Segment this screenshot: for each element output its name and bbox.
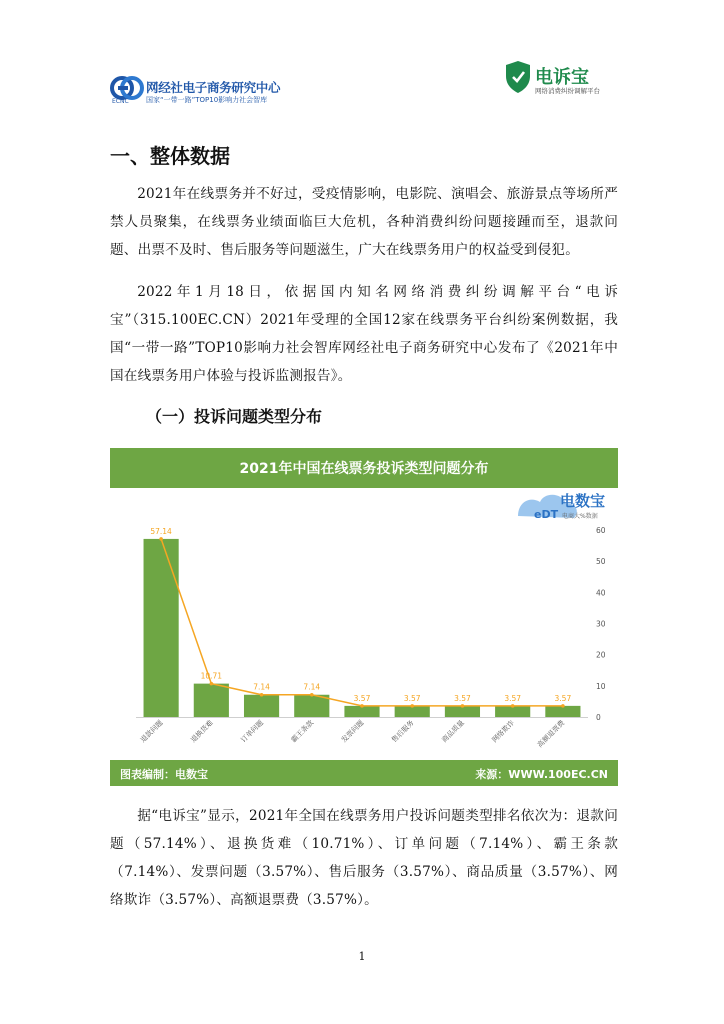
trend-point: [511, 704, 515, 708]
x-tick-label: 订单问题: [239, 718, 265, 745]
x-tick-label: 退换货难: [189, 718, 215, 745]
trend-line: [161, 539, 563, 706]
x-tick-label: 高额退票费: [535, 718, 567, 750]
watermark-logo: [518, 492, 605, 521]
x-tick-label: 霸王条款: [289, 718, 316, 745]
data-label: 3.57: [454, 693, 471, 703]
dianshubao-subtitle: 网络消费纠纷调解平台: [535, 87, 600, 95]
data-label: 3.57: [403, 693, 421, 703]
trend-point: [210, 682, 214, 686]
x-tick-label: 商品质量: [440, 718, 466, 745]
y-tick-label: 0: [596, 713, 601, 722]
watermark-tag: 电商大%数据: [562, 513, 598, 520]
subsection-title: （一）投诉问题类型分布: [146, 407, 323, 426]
data-label: 57.14: [150, 526, 172, 536]
trend-point: [159, 537, 163, 541]
page-number: 1: [358, 950, 366, 963]
ecnc-logo-text: ECNC: [112, 98, 129, 105]
data-label: 7.14: [303, 682, 321, 692]
data-label: 3.57: [554, 693, 572, 703]
bar: [144, 539, 179, 717]
y-tick-label: 40: [596, 588, 606, 598]
trend-point: [260, 693, 264, 697]
watermark-logo-text: eDT: [534, 508, 559, 521]
y-tick-label: 50: [596, 557, 606, 567]
dianshubao-title: 电诉宝: [535, 67, 589, 88]
ec-center-title: 网经社电子商务研究中心: [146, 80, 281, 95]
chart-footer-bar: [110, 760, 618, 786]
y-tick-label: 10: [596, 681, 606, 691]
y-tick-label: 60: [596, 526, 606, 535]
ec-center-subtitle: 国家“一带一路”TOP10影响力社会智库: [146, 96, 268, 104]
watermark-name: 电数宝: [560, 492, 606, 510]
trend-point: [461, 704, 465, 708]
x-tick-label: 网络欺诈: [490, 718, 517, 745]
bar: [194, 684, 229, 717]
y-tick-label: 30: [596, 619, 606, 629]
trend-point: [410, 704, 414, 708]
data-label: 7.14: [253, 682, 270, 692]
chart-plot-area: [110, 488, 618, 758]
chart-footer-source: 来源：WWW.100EC.CN: [475, 768, 608, 781]
trend-point: [310, 693, 314, 697]
paragraph-3: 据“电诉宝”显示，2021年全国在线票务用户投诉问题类型排名依次为：退款问题（57.14%）、退换货难（10.71%）、订单问题（7.14%）、霸王条款（7.14%）、发票问题（3.57%）、售后服务（3.57%）、商品质量（3.57%）、网络欺诈（3.57%）、高额退票费（3.57%）。: [110, 808, 618, 908]
trend-point: [561, 704, 565, 708]
complaint-type-chart: [110, 448, 618, 788]
paragraph-1: 2021年在线票务并不好过，受疫情影响，电影院、演唱会、旅游景点等场所严禁人员聚集，在线票务业绩面临巨大危机，各种消费纠纷问题接踵而至，退款问题、出票不及时、售后服务等问题滋生，广大在线票务用户的权益受到侵犯。: [110, 186, 618, 258]
chart-title: 2021年中国在线票务投诉类型问题分布: [239, 461, 489, 477]
shield-icon: [504, 60, 532, 94]
bar: [244, 695, 279, 717]
section-title: 一、整体数据: [110, 144, 230, 168]
data-label: 10.71: [200, 671, 223, 681]
y-tick-label: 20: [596, 650, 606, 660]
chart-svg: [110, 488, 618, 758]
dianshubao-logo: [504, 60, 624, 100]
x-tick-label: 退款问题: [139, 718, 165, 745]
paragraph-2: 2022年1月18日，依据国内知名网络消费纠纷调解平台“电诉宝”（315.100EC.CN）2021年受理的全国12家在线票务平台纠纷案例数据，我国“一带一路”TOP10影响力社会智库网经社电子商务研究中心发布了《2021年中国在线票务用户体验与投诉监测报告》。: [110, 284, 618, 384]
data-label: 3.57: [504, 693, 522, 703]
ec-center-logo: [110, 74, 290, 110]
x-tick-label: 售后服务: [390, 718, 416, 745]
x-tick-label: 发票问题: [339, 718, 366, 745]
trend-point: [360, 704, 364, 708]
chart-footer-credit: 图表编制：电数宝: [120, 768, 208, 781]
data-label: 3.57: [353, 693, 371, 703]
